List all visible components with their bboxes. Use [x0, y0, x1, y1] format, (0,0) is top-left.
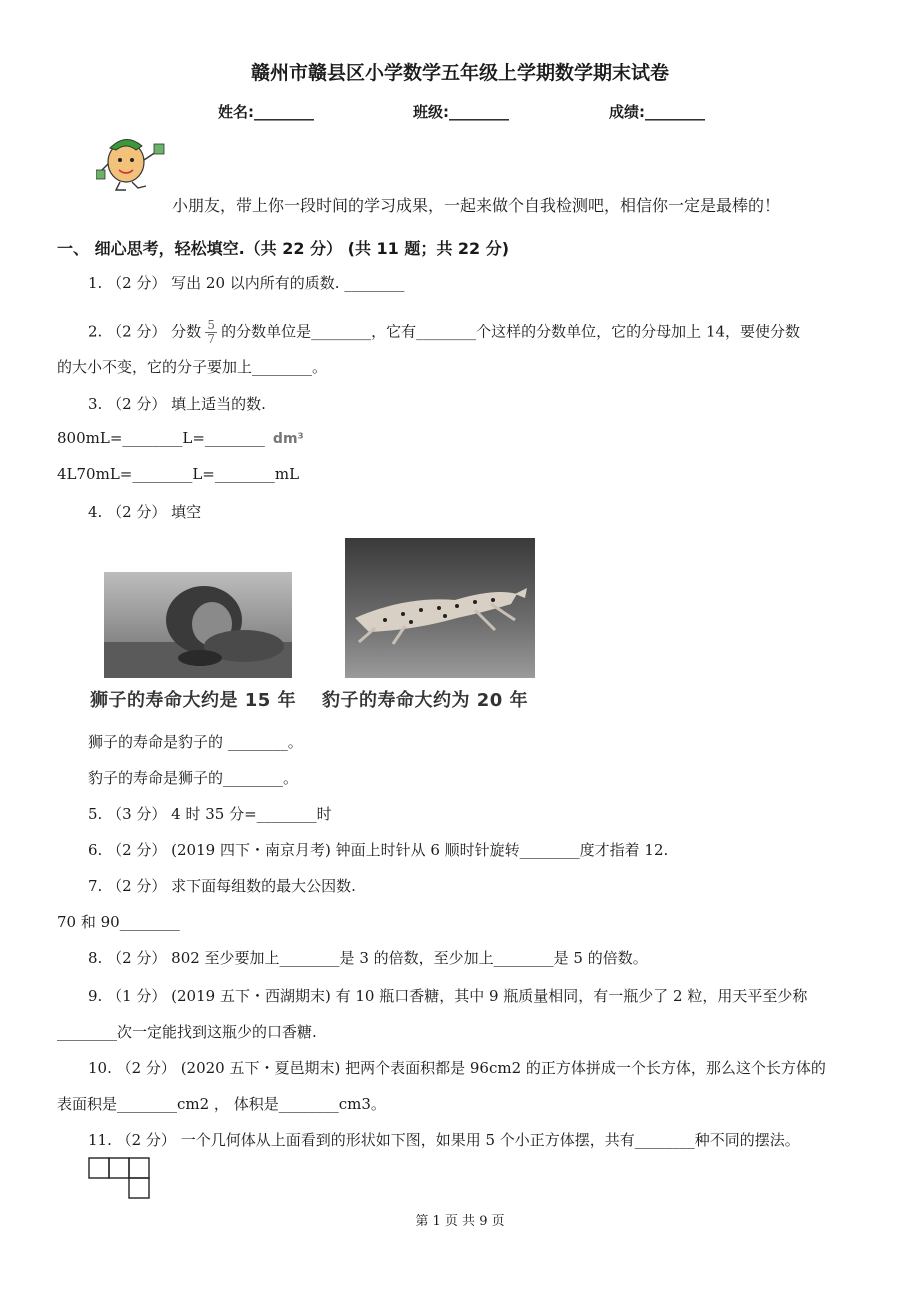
question-3: 3. （2 分） 填上适当的数. — [88, 395, 266, 413]
question-4-line-2: 豹子的寿命是狮子的________。 — [88, 769, 299, 787]
question-8: 8. （2 分） 802 至少要加上________是 3 的倍数，至少加上________是 5 的倍数。 — [88, 949, 648, 967]
question-2-line-2: 的大小不变，它的分子要加上________。 — [57, 358, 328, 376]
leopard-photo — [345, 538, 535, 678]
question-7-line: 70 和 90________ — [57, 913, 180, 931]
encouragement-banner: 小朋友，带上你一段时间的学习成果，一起来做个自我检测吧，相信你一定是最棒的！ — [172, 196, 781, 215]
question-6: 6. （2 分） (2019 四下・南京月考) 钟面上时针从 6 顺时针旋转________度才指着 12. — [88, 841, 669, 859]
top-view-grid-figure — [88, 1157, 150, 1199]
question-10: 10. （2 分） (2020 五下・夏邑期末) 把两个表面积都是 96cm2 的正方体拼成一个长方体，那么这个长方体的 — [88, 1059, 826, 1077]
question-9-line-2: ________次一定能找到这瓶少的口香糖. — [57, 1023, 317, 1041]
name-field[interactable]: 姓名:________ — [218, 103, 314, 121]
class-field[interactable]: 班级:________ — [413, 103, 509, 121]
question-3-line-1: 800mL=________L=________ dm³ — [57, 429, 304, 447]
question-4: 4. （2 分） 填空 — [88, 503, 202, 521]
unit-dm3: dm³ — [272, 431, 304, 447]
question-1: 1. （2 分） 写出 20 以内所有的质数. ________ — [88, 274, 405, 292]
question-11: 11. （2 分） 一个几何体从上面看到的形状如下图，如果用 5 个小正方体摆，共有________种不同的摆法。 — [88, 1131, 800, 1149]
section-1-heading: 一、 细心思考，轻松填空.（共 22 分） (共 11 题；共 22 分) — [57, 239, 510, 258]
fraction-five-sevenths: $\frac{5}{7}$ — [205, 320, 217, 345]
lion-photo — [104, 572, 292, 678]
lion-caption: 狮子的寿命大约是 15 年 — [90, 690, 297, 711]
leopard-caption: 豹子的寿命大约为 20 年 — [322, 690, 529, 711]
question-10-line-2: 表面积是________cm2 ， 体积是________cm3。 — [57, 1095, 386, 1113]
question-5: 5. （3 分） 4 时 35 分=________时 — [88, 805, 332, 823]
question-3-line-2: 4L70mL=________L=________mL — [57, 465, 300, 483]
page-title: 赣州市赣县区小学数学五年级上学期数学期末试卷 — [250, 62, 669, 84]
question-2: 2. （2 分） 分数 $\frac{5}{7}$ 的分数单位是________，它有________个这样的分数单位，它的分母加上 14，要使分数 — [88, 318, 801, 346]
page-footer: 第 1 页 共 9 页 — [415, 1214, 505, 1229]
score-field[interactable]: 成绩:________ — [609, 103, 705, 121]
question-7: 7. （2 分） 求下面每组数的最大公因数. — [88, 877, 356, 895]
question-4-line-1: 狮子的寿命是豹子的 ________。 — [88, 733, 303, 751]
mascot-icon — [96, 130, 168, 194]
question-9: 9. （1 分） (2019 五下・西湖期末) 有 10 瓶口香糖，其中 9 瓶质量相同，有一瓶少了 2 粒，用天平至少称 — [88, 987, 808, 1005]
